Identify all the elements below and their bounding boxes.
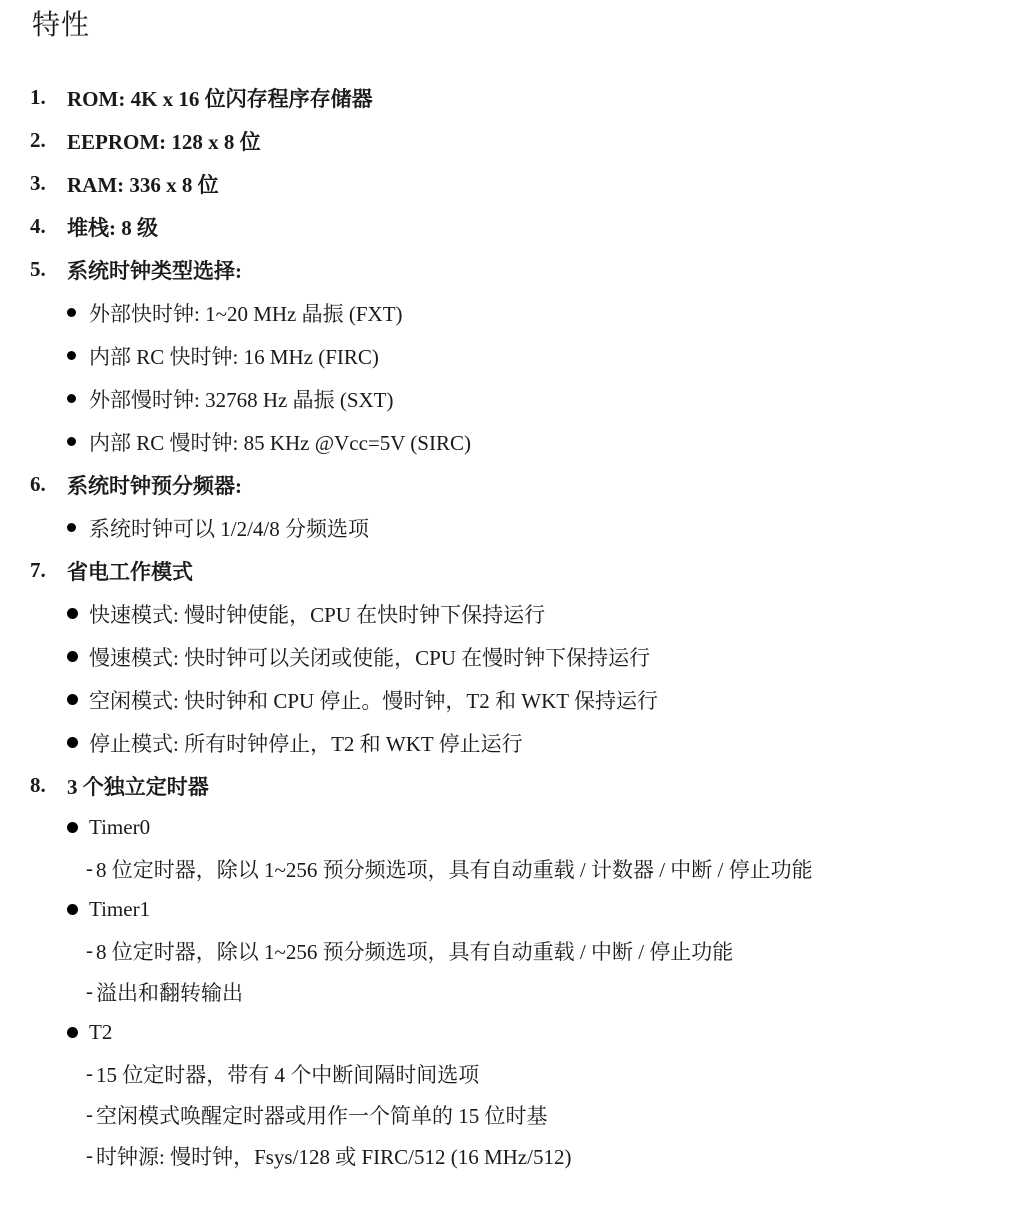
bullet-icon: [67, 737, 78, 748]
feature-text: 系统时钟预分频器:: [67, 473, 242, 498]
timer-detail-text: 空闲模式唤醒定时器或用作一个简单的 15 位时基: [96, 1103, 548, 1128]
feature-item: [30, 162, 990, 205]
bullet-icon: [67, 308, 76, 317]
timer-name: Timer1: [89, 897, 151, 921]
feature-text: ROM: 4K x 16 位闪存程序存储器: [67, 86, 373, 111]
feature-item: [30, 549, 990, 764]
bullet-icon: [67, 608, 78, 619]
feature-number: 1.: [30, 85, 46, 109]
list-item: [30, 334, 990, 377]
timer-heading: [30, 1012, 990, 1053]
feature-item: [30, 764, 990, 1176]
list-item: [30, 678, 990, 721]
feature-heading: [30, 549, 990, 592]
feature-number: 5.: [30, 257, 46, 281]
timer-name: Timer0: [89, 815, 151, 839]
bullet-icon: [67, 694, 78, 705]
bullet-icon: [67, 523, 76, 532]
feature-number: 3.: [30, 171, 46, 195]
sub-list: [30, 592, 990, 764]
bullet-icon: [67, 651, 78, 662]
feature-text: 系统时钟类型选择:: [67, 258, 242, 283]
timer-detail-list: [30, 930, 990, 1012]
feature-heading: [30, 248, 990, 291]
timer-detail: [30, 848, 990, 889]
feature-list: [30, 76, 990, 1176]
list-item-text: 内部 RC 慢时钟: 85 KHz @Vcc=5V (SIRC): [89, 430, 471, 455]
dash-icon: -: [86, 1061, 93, 1085]
feature-number: 4.: [30, 214, 46, 238]
timer-heading: [30, 889, 990, 930]
feature-number: 7.: [30, 558, 46, 582]
feature-heading: [30, 764, 990, 807]
bullet-icon: [67, 822, 78, 833]
timer-detail: [30, 1135, 990, 1176]
timer-item: [30, 889, 990, 1012]
list-item: [30, 506, 990, 549]
timer-detail-text: 8 位定时器，除以 1~256 预分频选项，具有自动重载 / 计数器 / 中断 / 停止功能: [96, 857, 813, 882]
bullet-icon: [67, 437, 76, 446]
feature-heading: [30, 205, 990, 248]
feature-text: 省电工作模式: [67, 559, 193, 584]
list-item: [30, 721, 990, 764]
sub-list: [30, 291, 990, 463]
list-item-text: 快速模式: 慢时钟使能，CPU 在快时钟下保持运行: [89, 602, 546, 627]
list-item: [30, 291, 990, 334]
feature-text: 3 个独立定时器: [67, 774, 209, 799]
list-item: [30, 592, 990, 635]
dash-icon: -: [86, 979, 93, 1003]
feature-item: [30, 463, 990, 549]
feature-item: [30, 119, 990, 162]
list-item: [30, 420, 990, 463]
list-item: [30, 635, 990, 678]
timer-item: [30, 807, 990, 889]
list-item-text: 外部慢时钟: 32768 Hz 晶振 (SXT): [89, 387, 394, 412]
page-title: 特性: [32, 10, 91, 41]
feature-heading: [30, 162, 990, 205]
feature-heading: [30, 76, 990, 119]
timer-detail: [30, 971, 990, 1012]
feature-number: 2.: [30, 128, 46, 152]
timer-detail: [30, 1094, 990, 1135]
timer-detail: [30, 930, 990, 971]
dash-icon: -: [86, 938, 93, 962]
timer-heading: [30, 807, 990, 848]
bullet-icon: [67, 351, 76, 360]
list-item-text: 内部 RC 快时钟: 16 MHz (FIRC): [89, 344, 379, 369]
list-item-text: 空闲模式: 快时钟和 CPU 停止。慢时钟，T2 和 WKT 保持运行: [89, 688, 658, 713]
list-item-text: 外部快时钟: 1~20 MHz 晶振 (FXT): [89, 301, 403, 326]
list-item-text: 系统时钟可以 1/2/4/8 分频选项: [89, 516, 370, 541]
feature-heading: [30, 463, 990, 506]
feature-heading: [30, 119, 990, 162]
list-item-text: 慢速模式: 快时钟可以关闭或使能，CPU 在慢时钟下保持运行: [89, 645, 651, 670]
timer-detail-text: 溢出和翻转输出: [96, 980, 243, 1005]
feature-item: [30, 76, 990, 119]
list-item-text: 停止模式: 所有时钟停止，T2 和 WKT 停止运行: [89, 731, 523, 756]
dash-icon: -: [86, 856, 93, 880]
timer-detail-text: 时钟源: 慢时钟，Fsys/128 或 FIRC/512 (16 MHz/512): [96, 1144, 572, 1169]
bullet-icon: [67, 904, 78, 915]
timer-detail-list: [30, 1053, 990, 1176]
timer-detail-list: [30, 848, 990, 889]
feature-number: 6.: [30, 472, 46, 496]
timer-detail-text: 8 位定时器，除以 1~256 预分频选项，具有自动重载 / 中断 / 停止功能: [96, 939, 734, 964]
feature-text: RAM: 336 x 8 位: [67, 172, 219, 197]
feature-text: EEPROM: 128 x 8 位: [67, 129, 261, 154]
timer-name: T2: [89, 1020, 113, 1044]
feature-item: [30, 205, 990, 248]
timer-detail: [30, 1053, 990, 1094]
feature-text: 堆栈: 8 级: [67, 215, 158, 240]
feature-number: 8.: [30, 773, 46, 797]
dash-icon: -: [86, 1143, 93, 1167]
timer-list: [30, 807, 990, 1176]
timer-item: [30, 1012, 990, 1176]
bullet-icon: [67, 394, 76, 403]
sub-list: [30, 506, 990, 549]
timer-detail-text: 15 位定时器，带有 4 个中断间隔时间选项: [96, 1062, 480, 1087]
bullet-icon: [67, 1027, 78, 1038]
list-item: [30, 377, 990, 420]
feature-item: [30, 248, 990, 463]
dash-icon: -: [86, 1102, 93, 1126]
